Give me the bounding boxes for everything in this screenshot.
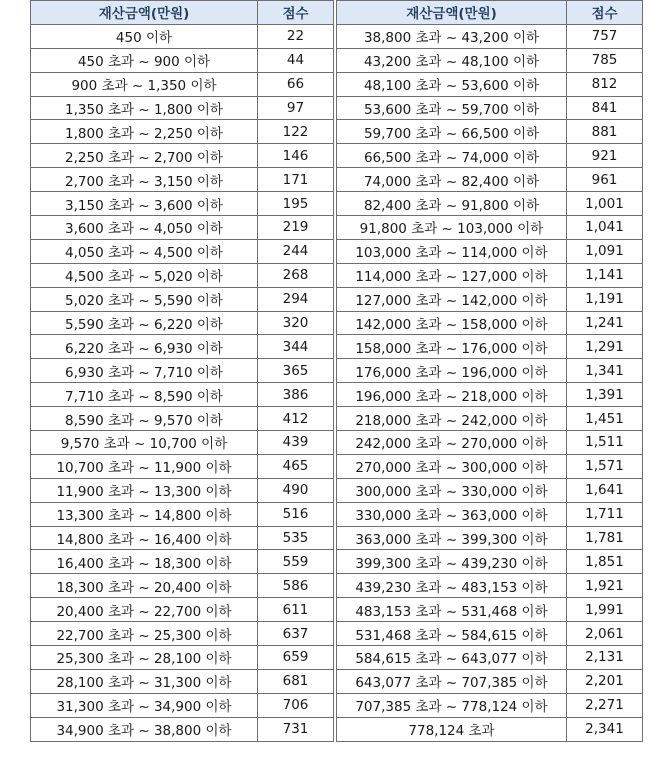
score-cell: 1,241 [567,311,643,335]
amount-range-cell: 399,300 초과 ~ 439,230 이하 [337,550,567,574]
table-row [337,478,643,502]
amount-range-cell: 483,153 초과 ~ 531,468 이하 [337,598,567,622]
score-cell: 757 [567,24,643,48]
table-row [337,598,643,622]
table-row [337,263,643,287]
score-cell: 881 [567,120,643,144]
amount-range-cell: 11,900 초과 ~ 13,300 이하 [31,478,258,502]
table-row [337,646,643,670]
score-cell: 97 [258,96,334,120]
score-cell: 812 [567,72,643,96]
table-row [31,454,334,478]
table-row [337,192,643,216]
score-cell: 320 [258,311,334,335]
score-cell: 44 [258,48,334,72]
table-row [337,622,643,646]
score-cell: 122 [258,120,334,144]
amount-range-cell: 707,385 초과 ~ 778,124 이하 [337,693,567,717]
amount-range-cell: 34,900 초과 ~ 38,800 이하 [31,717,258,741]
table-body-left [31,24,334,741]
score-table-right [336,0,643,742]
table-row [31,48,334,72]
table-row [337,526,643,550]
table-row [337,311,643,335]
score-cell: 1,641 [567,478,643,502]
amount-range-cell: 330,000 초과 ~ 363,000 이하 [337,502,567,526]
table-row [31,383,334,407]
table-row [31,192,334,216]
score-cell: 22 [258,24,334,48]
score-cell: 659 [258,646,334,670]
score-cell: 681 [258,669,334,693]
table-row [31,550,334,574]
amount-range-cell: 14,800 초과 ~ 16,400 이하 [31,526,258,550]
table-row [31,359,334,383]
table-row [337,431,643,455]
amount-range-cell: 450 이하 [31,24,258,48]
amount-range-cell: 270,000 초과 ~ 300,000 이하 [337,454,567,478]
amount-range-cell: 114,000 초과 ~ 127,000 이하 [337,263,567,287]
score-cell: 1,571 [567,454,643,478]
amount-range-cell: 74,000 초과 ~ 82,400 이하 [337,168,567,192]
score-cell: 1,851 [567,550,643,574]
amount-range-cell: 778,124 초과 [337,717,567,741]
amount-range-cell: 22,700 초과 ~ 25,300 이하 [31,622,258,646]
score-cell: 1,341 [567,359,643,383]
table-row [337,168,643,192]
score-cell: 195 [258,192,334,216]
table-body-right [337,24,643,741]
amount-range-cell: 158,000 초과 ~ 176,000 이하 [337,335,567,359]
table-row [31,502,334,526]
score-cell: 365 [258,359,334,383]
score-cell: 2,131 [567,646,643,670]
amount-range-cell: 450 초과 ~ 900 이하 [31,48,258,72]
score-cell: 1,711 [567,502,643,526]
score-cell: 1,781 [567,526,643,550]
score-table-left [30,0,334,742]
score-cell: 611 [258,598,334,622]
amount-range-cell: 5,590 초과 ~ 6,220 이하 [31,311,258,335]
amount-range-cell: 25,300 초과 ~ 28,100 이하 [31,646,258,670]
table-row [31,263,334,287]
score-cell: 1,991 [567,598,643,622]
table-row [31,574,334,598]
score-cell: 412 [258,407,334,431]
amount-range-cell: 142,000 초과 ~ 158,000 이하 [337,311,567,335]
table-row [31,431,334,455]
table-row [337,287,643,311]
score-cell: 785 [567,48,643,72]
table-header-row [337,1,643,25]
amount-range-cell: 6,220 초과 ~ 6,930 이하 [31,335,258,359]
amount-range-cell: 48,100 초과 ~ 53,600 이하 [337,72,567,96]
score-cell: 961 [567,168,643,192]
score-cell: 268 [258,263,334,287]
table-row [31,407,334,431]
table-row [337,216,643,240]
score-cell: 1,191 [567,287,643,311]
table-row [31,216,334,240]
table-row [31,526,334,550]
amount-range-cell: 9,570 초과 ~ 10,700 이하 [31,431,258,455]
score-header: 점수 [567,1,643,25]
table-row [31,72,334,96]
score-cell: 2,061 [567,622,643,646]
amount-range-cell: 643,077 초과 ~ 707,385 이하 [337,669,567,693]
amount-range-cell: 3,600 초과 ~ 4,050 이하 [31,216,258,240]
amount-range-cell: 82,400 초과 ~ 91,800 이하 [337,192,567,216]
table-row [31,144,334,168]
score-cell: 465 [258,454,334,478]
amount-range-cell: 4,050 초과 ~ 4,500 이하 [31,239,258,263]
amount-range-cell: 66,500 초과 ~ 74,000 이하 [337,144,567,168]
score-cell: 1,291 [567,335,643,359]
score-cell: 386 [258,383,334,407]
amount-range-cell: 43,200 초과 ~ 48,100 이하 [337,48,567,72]
score-cell: 294 [258,287,334,311]
table-row [337,144,643,168]
score-cell: 1,451 [567,407,643,431]
amount-range-cell: 1,800 초과 ~ 2,250 이하 [31,120,258,144]
amount-range-cell: 2,700 초과 ~ 3,150 이하 [31,168,258,192]
table-row [31,120,334,144]
table-header-row [31,1,334,25]
score-cell: 1,001 [567,192,643,216]
score-cell: 146 [258,144,334,168]
score-cell: 637 [258,622,334,646]
table-row [31,239,334,263]
table-row [337,502,643,526]
score-cell: 706 [258,693,334,717]
amount-range-cell: 4,500 초과 ~ 5,020 이하 [31,263,258,287]
table-row [337,717,643,741]
table-row [337,550,643,574]
table-row [31,287,334,311]
amount-range-cell: 91,800 초과 ~ 103,000 이하 [337,216,567,240]
table-row [31,693,334,717]
amount-range-cell: 31,300 초과 ~ 34,900 이하 [31,693,258,717]
amount-range-cell: 38,800 초과 ~ 43,200 이하 [337,24,567,48]
amount-range-cell: 20,400 초과 ~ 22,700 이하 [31,598,258,622]
score-cell: 344 [258,335,334,359]
table-row [31,717,334,741]
score-cell: 219 [258,216,334,240]
table-row [31,311,334,335]
table-row [337,72,643,96]
amount-range-cell: 53,600 초과 ~ 59,700 이하 [337,96,567,120]
score-cell: 244 [258,239,334,263]
table-row [337,407,643,431]
amount-range-cell: 16,400 초과 ~ 18,300 이하 [31,550,258,574]
score-cell: 1,921 [567,574,643,598]
amount-range-cell: 18,300 초과 ~ 20,400 이하 [31,574,258,598]
score-cell: 731 [258,717,334,741]
table-row [337,48,643,72]
score-header: 점수 [258,1,334,25]
score-cell: 2,271 [567,693,643,717]
table-row [31,478,334,502]
table-row [337,24,643,48]
amount-range-cell: 584,615 초과 ~ 643,077 이하 [337,646,567,670]
score-cell: 921 [567,144,643,168]
score-cell: 586 [258,574,334,598]
table-row [31,622,334,646]
score-cell: 559 [258,550,334,574]
table-row [31,96,334,120]
amount-range-cell: 3,150 초과 ~ 3,600 이하 [31,192,258,216]
score-cell: 66 [258,72,334,96]
amount-range-cell: 10,700 초과 ~ 11,900 이하 [31,454,258,478]
amount-header: 재산금액(만원) [31,1,258,25]
amount-header: 재산금액(만원) [337,1,567,25]
amount-range-cell: 363,000 초과 ~ 399,300 이하 [337,526,567,550]
table-row [337,693,643,717]
amount-range-cell: 59,700 초과 ~ 66,500 이하 [337,120,567,144]
amount-range-cell: 900 초과 ~ 1,350 이하 [31,72,258,96]
score-cell: 439 [258,431,334,455]
table-row [31,646,334,670]
table-row [337,96,643,120]
amount-range-cell: 176,000 초과 ~ 196,000 이하 [337,359,567,383]
amount-range-cell: 127,000 초과 ~ 142,000 이하 [337,287,567,311]
amount-range-cell: 13,300 초과 ~ 14,800 이하 [31,502,258,526]
table-row [31,669,334,693]
table-row [337,120,643,144]
amount-range-cell: 218,000 초과 ~ 242,000 이하 [337,407,567,431]
table-row [337,454,643,478]
table-row [31,24,334,48]
amount-range-cell: 196,000 초과 ~ 218,000 이하 [337,383,567,407]
score-cell: 2,201 [567,669,643,693]
score-cell: 1,391 [567,383,643,407]
amount-range-cell: 439,230 초과 ~ 483,153 이하 [337,574,567,598]
score-cell: 1,041 [567,216,643,240]
score-cell: 1,511 [567,431,643,455]
table-row [31,335,334,359]
score-cell: 1,091 [567,239,643,263]
amount-range-cell: 2,250 초과 ~ 2,700 이하 [31,144,258,168]
table-row [337,335,643,359]
score-cell: 1,141 [567,263,643,287]
amount-range-cell: 1,350 초과 ~ 1,800 이하 [31,96,258,120]
table-row [337,383,643,407]
table-row [337,669,643,693]
amount-range-cell: 28,100 초과 ~ 31,300 이하 [31,669,258,693]
score-cell: 171 [258,168,334,192]
table-row [337,239,643,263]
score-cell: 490 [258,478,334,502]
score-cell: 841 [567,96,643,120]
score-cell: 516 [258,502,334,526]
score-cell: 535 [258,526,334,550]
amount-range-cell: 242,000 초과 ~ 270,000 이하 [337,431,567,455]
amount-range-cell: 7,710 초과 ~ 8,590 이하 [31,383,258,407]
table-row [31,168,334,192]
table-row [337,359,643,383]
amount-range-cell: 8,590 초과 ~ 9,570 이하 [31,407,258,431]
amount-range-cell: 103,000 초과 ~ 114,000 이하 [337,239,567,263]
score-cell: 2,341 [567,717,643,741]
amount-range-cell: 5,020 초과 ~ 5,590 이하 [31,287,258,311]
amount-range-cell: 531,468 초과 ~ 584,615 이하 [337,622,567,646]
amount-range-cell: 6,930 초과 ~ 7,710 이하 [31,359,258,383]
amount-range-cell: 300,000 초과 ~ 330,000 이하 [337,478,567,502]
table-row [337,574,643,598]
table-row [31,598,334,622]
